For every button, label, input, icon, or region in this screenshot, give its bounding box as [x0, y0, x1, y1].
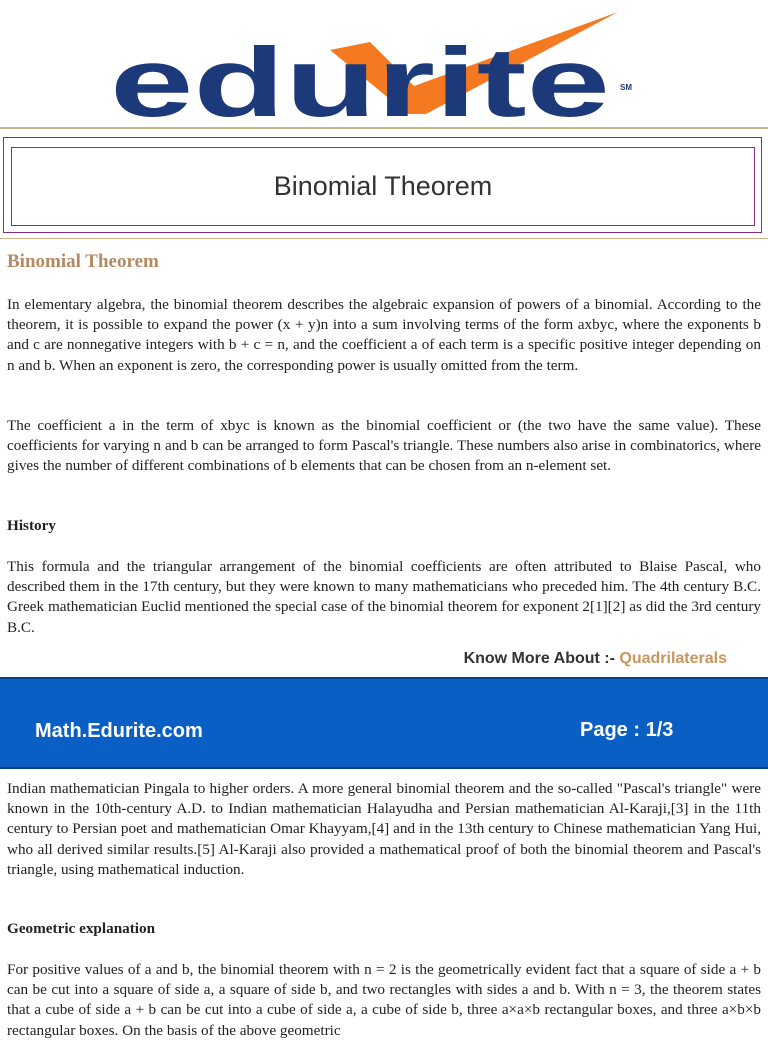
header-divider [0, 127, 768, 129]
page-indicator: Page : 1/3 [580, 719, 674, 741]
title-divider [0, 238, 768, 239]
logo-service-mark: SM [620, 83, 632, 92]
page-title: Binomial Theorem [273, 171, 493, 201]
quadrilaterals-link[interactable]: Quadrilaterals [619, 650, 727, 667]
continued-paragraph: Indian mathematician Pingala to higher orders. A more general binomial theorem and the so-called "Pascal's triangle" were known in the 10th-century A.D. to Indian mathematician Halayudha and Persian mathematician Al-Karaji,[3] in the 11th century to Persian poet and mathematician Omar Khayyam,[4] and in the 13th century to Chinese mathematician Yang Hui, who all derived similar results.[5] Al-Karaji also provided a mathematical proof of both the binomial theorem and Pascal's triangle, using mathematical induction. [7, 780, 761, 878]
geometric-heading: Geometric explanation [7, 920, 156, 937]
history-paragraph: This formula and the triangular arrangement of the binomial coefficients are often attributed to Blaise Pascal, who described them in the 17th century, but they were known to many mathematicians who preceded him. The 4th century B.C. Greek mathematician Euclid mentioned the special case of the binomial theorem for exponent 2[1][2] as did the 3rd century B.C. [7, 558, 761, 636]
page-banner [0, 677, 768, 769]
history-heading: History [7, 517, 56, 534]
title-frame [11, 147, 755, 226]
know-more-label: Know More About :- [463, 650, 620, 667]
coefficient-paragraph: The coefficient a in the term of xbyc is known as the binomial coefficient or (the two have the same value). These coefficients for varying n and b can be arranged to form Pascal's triangle. These numbers also arise in combinatorics, where gives the number of different combinations of b elements that can be chosen from an n-element set. [7, 417, 761, 475]
site-name: Math.Edurite.com [35, 720, 203, 742]
section-title: Binomial Theorem [7, 251, 159, 272]
edurite-logo [108, 6, 646, 123]
know-more-line [464, 650, 727, 668]
intro-paragraph: In elementary algebra, the binomial theorem describes the algebraic expansion of powers of a binomial. According to the theorem, it is possible to expand the power (x + y)n into a sum involving terms of the form axbyc, where the exponents b and c are nonnegative integers with b + c = n, and the coefficient a of each term is a specific positive integer depending on n and b. When an exponent is zero, the corresponding power is usually omitted from the term. [7, 296, 761, 374]
geometric-paragraph: For positive values of a and b, the binomial theorem with n = 2 is the geometrically evident fact that a square of side a + b can be cut into a square of side a, a square of side b, and two rectangles with sides a and b. With n = 3, the theorem states that a cube of side a + b can be cut into a cube of side a, a cube of side b, three a×a×b rectangular boxes, and three a×b×b rectangular boxes. On the basis of the above geometric [7, 961, 761, 1039]
logo-wordmark: edurite [110, 27, 610, 123]
